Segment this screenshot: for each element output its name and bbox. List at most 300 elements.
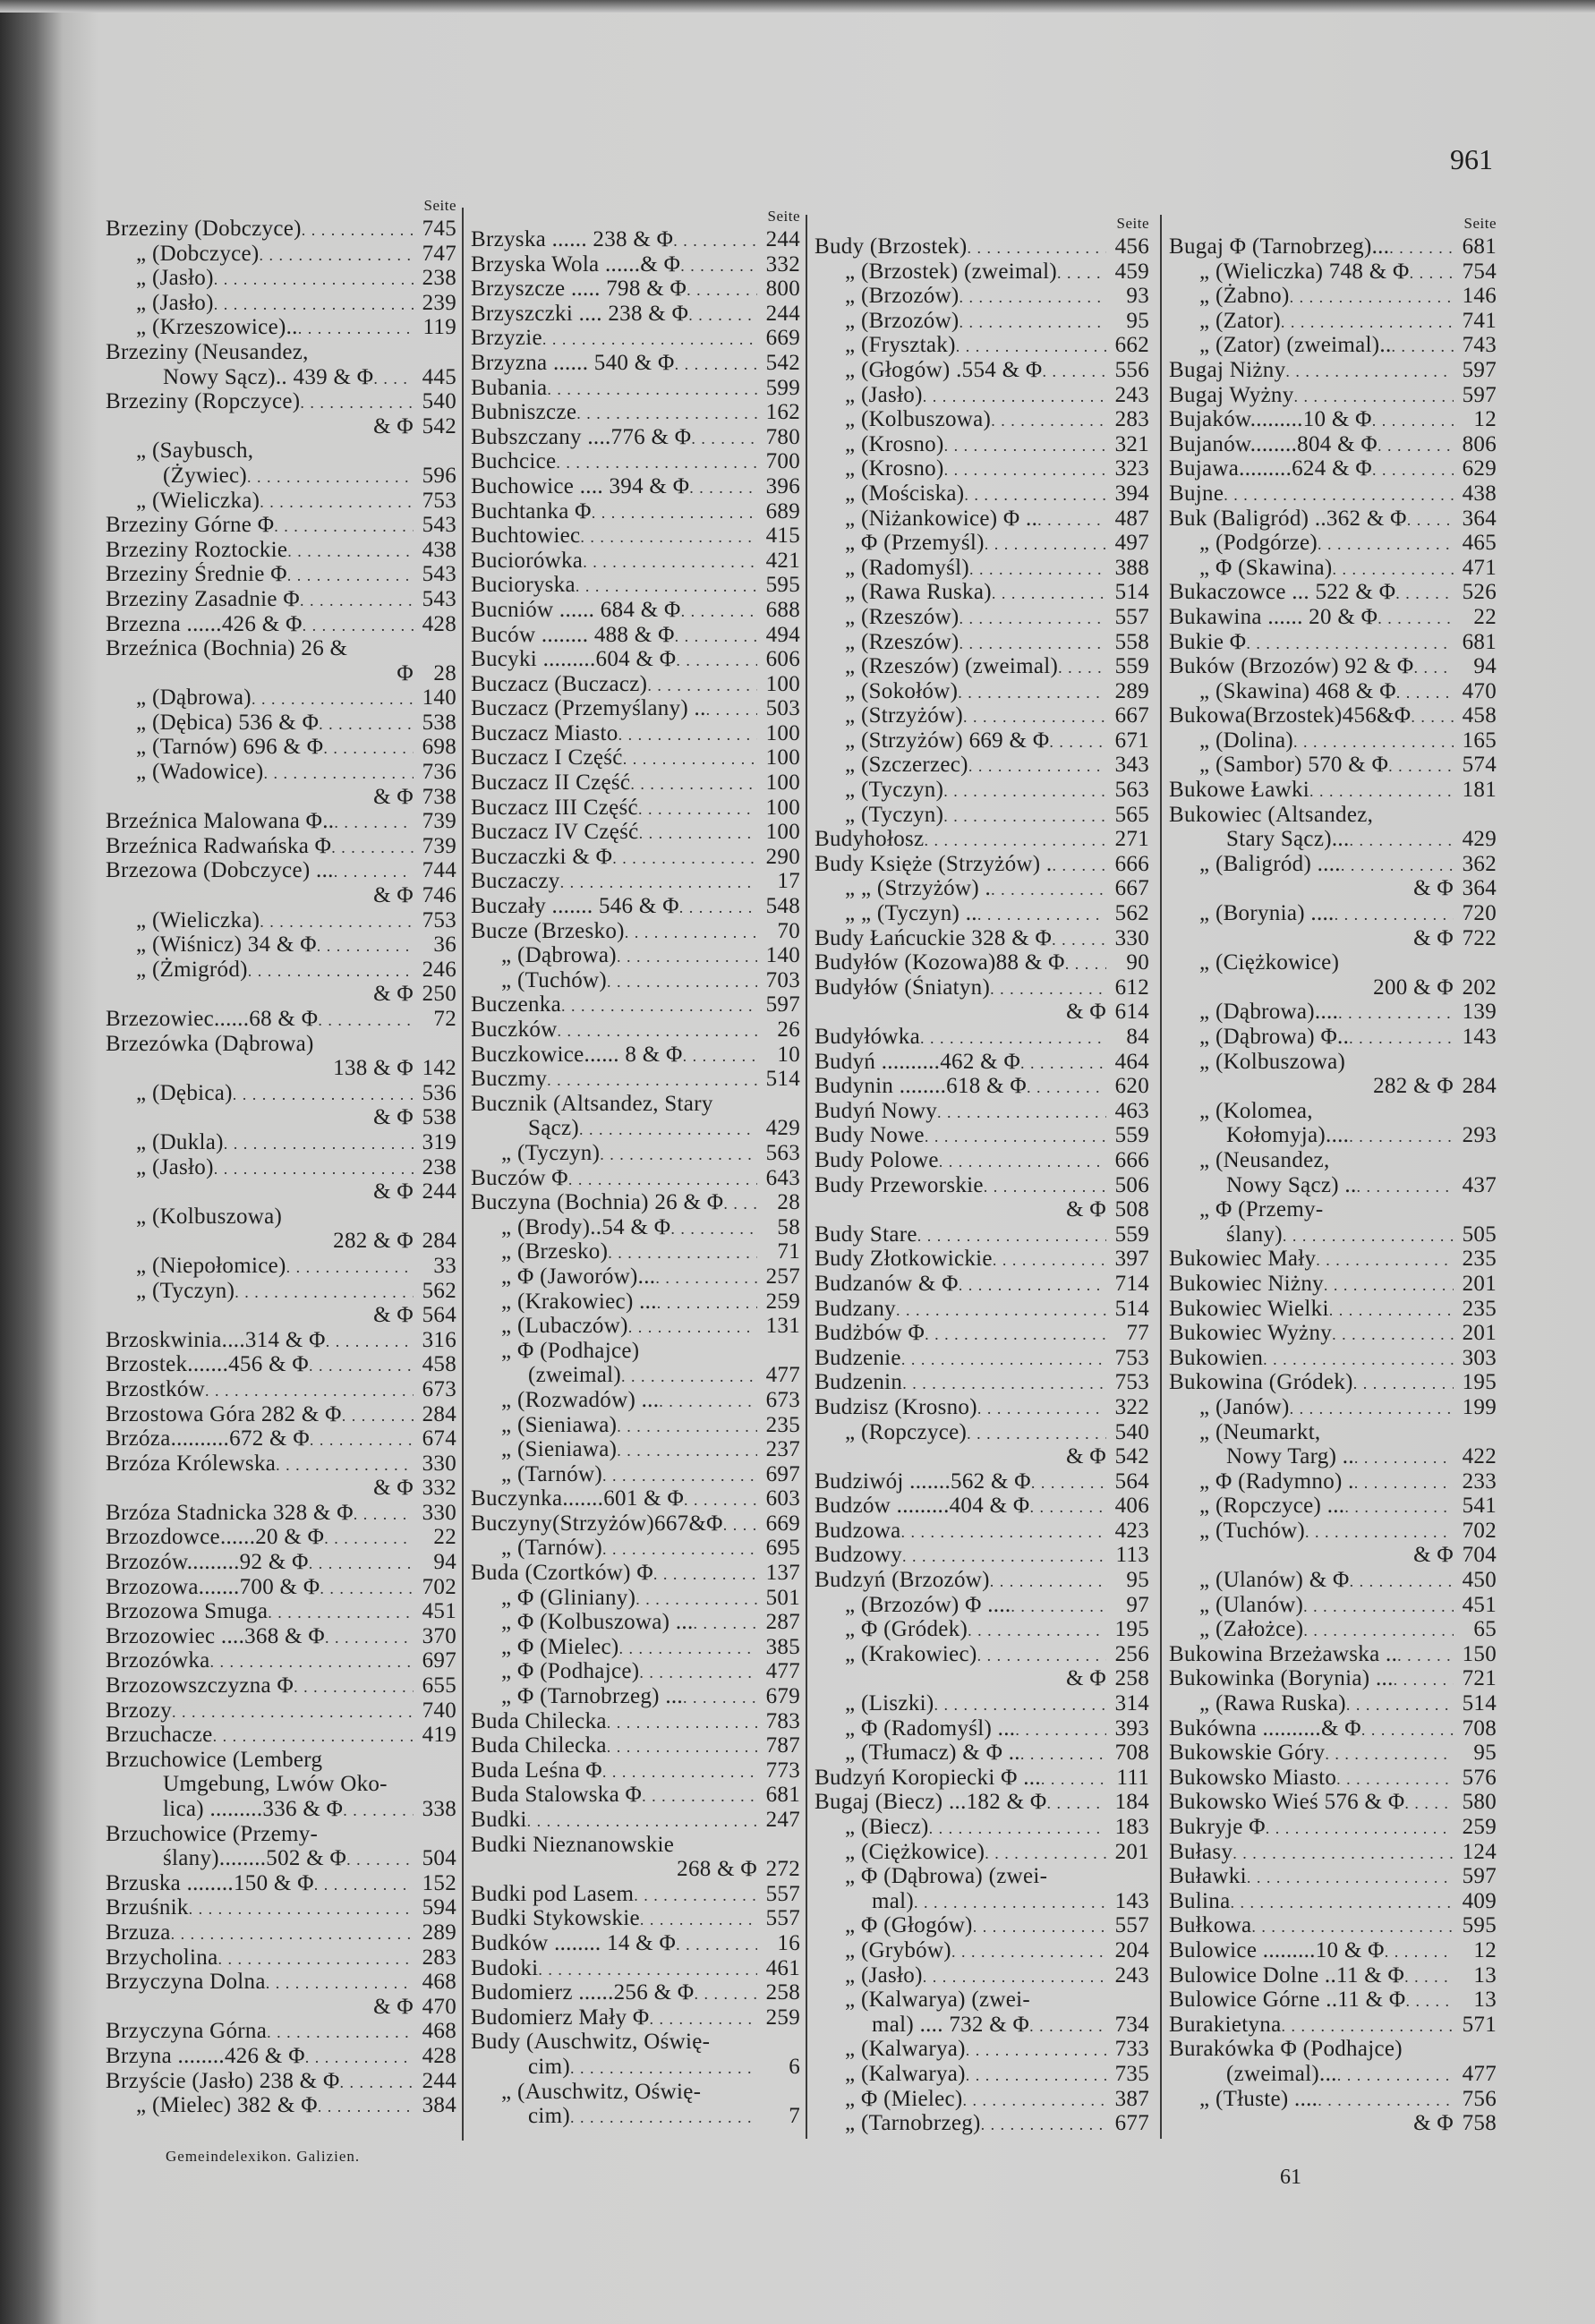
index-entry [471,1684,800,1709]
entry-name: Budki [471,1808,527,1832]
dot-leader [247,464,414,489]
entry-page: 139 [1462,1000,1497,1025]
dot-leader [303,612,414,637]
index-entry [815,1346,1149,1371]
dot-leader [309,1550,414,1575]
entry-page: 722 [1462,925,1497,950]
index-entry [1169,1469,1497,1494]
entry-name: Brzuchacze [106,1723,213,1748]
index-entry [106,1624,456,1649]
dot-leader [600,1141,757,1166]
dot-leader [649,2005,757,2030]
index-entry [815,1617,1149,1642]
index-entry [471,1141,800,1166]
entry-page: 100 [765,720,800,745]
entry-name: 200 & Φ [1373,975,1454,1000]
entry-page: 100 [765,795,800,820]
entry-page: 487 [1114,506,1149,531]
dot-leader [639,1659,757,1684]
entry-name: Buczały ....... 546 & Φ [471,894,679,919]
index-entry [106,809,456,834]
entry-name: Budzisz (Krosno) [815,1394,977,1419]
index-entry [106,538,456,563]
index-entry [1169,1272,1497,1297]
dot-leader [235,1279,414,1304]
entry-name: „ (Frysztak) [845,333,956,358]
entry-name: „ (Rzeszów) [845,629,960,654]
entry-page: 181 [1462,778,1497,803]
dot-leader [607,1709,757,1734]
entry-page: 319 [422,1129,456,1154]
index-entry [106,908,456,933]
entry-name: Budki Nieznanowskie [471,1832,675,1857]
index-entry [471,598,800,623]
entry-name: Brzostków [106,1376,206,1401]
entry-name: „ (Tyczyn) [136,1278,235,1303]
entry-name: „ Φ (Dąbrowa) (zwei- [845,1864,1048,1889]
index-entry [471,1833,800,1858]
dot-leader [675,623,757,648]
entry-page: 514 [1462,1691,1497,1716]
entry-name: Budyłów (Śniatyn) [815,975,991,1000]
index-entry [106,932,456,958]
index-entry [815,358,1149,383]
dot-leader [1346,1691,1454,1716]
entry-page: 409 [1462,1888,1497,1913]
dot-leader [902,1370,1106,1395]
entry-name: „ (Dębica) 536 & Φ [136,710,320,735]
entry-page: 580 [1462,1790,1497,1815]
entry-page: 71 [777,1239,800,1264]
entry-name: „ (Tyczyn) [501,1140,601,1165]
entry-name: „ Φ (Gródek) [845,1617,968,1642]
entry-page: 606 [765,647,800,672]
entry-name: ślany) [1226,1222,1283,1247]
entry-name: Budyłówka [815,1025,920,1049]
entry-name: Budzenin [815,1370,903,1395]
index-entry [106,438,456,464]
dot-leader [689,474,757,499]
entry-name: Bukaczowce ... 522 & Φ [1169,580,1396,605]
dot-leader [334,858,414,883]
entry-name: „ (Radomyśl) [845,555,969,580]
index-entry [106,291,456,316]
entry-name: Buczaczki & Φ [471,844,613,869]
dot-leader [1411,703,1454,728]
entry-name: „ (Strzyżów) 669 & Φ [845,728,1050,753]
entry-name: Budzany [815,1296,896,1321]
dot-leader [1285,358,1454,383]
entry-page: 238 [422,266,456,291]
entry-name: „ (Tarnobrzeg) [845,2111,981,2136]
dot-leader [1410,260,1454,285]
entry-page: 563 [765,1140,800,1165]
entry-page: 562 [1114,901,1149,926]
entry-page: 284 [422,1401,456,1426]
entry-name: „ (Ulanów) [1199,1592,1304,1617]
dot-leader [556,449,757,474]
dot-leader [1281,309,1454,334]
index-entry [471,1709,800,1734]
entry-name: & Φ [1066,1000,1106,1025]
entry-page: 456 [1114,234,1149,259]
entry-name: „ (Tarnów) 696 & Φ [136,735,324,760]
dot-leader [1354,1444,1454,1469]
index-entry [106,612,456,637]
entry-name: „ (Dukla) [136,1129,224,1154]
dot-leader [340,2069,414,2094]
entry-name: „ (Założce) [1199,1617,1304,1642]
dot-leader [214,1155,414,1180]
index-entry [815,1716,1149,1741]
index-entry [815,703,1149,728]
dot-leader [1251,1913,1454,1938]
entry-name: Bubszczany ....776 & Φ [471,424,692,449]
entry-name: „ (Ciężkowice) [1199,950,1340,975]
entry-name: Budyń Nowy [815,1098,938,1123]
entry-page: 283 [1114,407,1149,432]
entry-name: & Φ [1066,1444,1106,1469]
index-entry [106,414,456,439]
dot-leader [925,1321,1106,1346]
entry-name: Bubniszcze [471,400,577,425]
entry-page: 559 [1114,1123,1149,1148]
dot-leader [309,1352,414,1377]
index-entry [106,2069,456,2094]
index-entry [471,845,800,870]
entry-page: 559 [1114,654,1149,679]
dot-leader [189,1895,414,1920]
entry-page: 773 [765,1758,800,1783]
index-entry [815,1050,1149,1075]
entry-name: Buławki [1169,1864,1247,1889]
entry-page: 679 [765,1684,800,1709]
index-entry [815,284,1149,309]
index-entry [815,876,1149,901]
index-entry [106,242,456,267]
index-entry [1169,2013,1497,2038]
entry-name: 138 & Φ [333,1056,414,1081]
index-entry [106,489,456,514]
index-entry [471,1092,800,1117]
entry-name: „ Φ (Kolbuszowa) ... [501,1610,694,1635]
dot-leader [260,489,414,514]
index-entry [106,1476,456,1501]
dot-leader [958,679,1106,704]
dot-leader [924,827,1106,852]
entry-name: „ (Tyczyn) [845,778,944,803]
entry-page: 787 [765,1733,800,1758]
column-divider [1160,215,1162,2139]
dot-leader [287,562,414,587]
dot-leader [1303,1617,1454,1642]
entry-name: „ (Sieniawa) [501,1412,618,1437]
entry-page: 6 [789,2054,800,2079]
index-entry [815,1766,1149,1791]
dot-leader [1378,605,1454,630]
dot-leader [1263,1346,1454,1371]
entry-name: „ Φ (Radomyśl) ... [845,1715,1016,1741]
entry-name: „ (Brzozów) [845,308,960,333]
index-entry [815,753,1149,778]
entry-name: Brzyczyna Górna [106,2019,268,2044]
index-entry [815,1642,1149,1667]
entry-page: 698 [422,735,456,760]
entry-name: „ (Kolbuszowa) [1199,1049,1346,1074]
entry-page: 738 [422,784,456,809]
index-entry [815,1099,1149,1124]
entry-name: Bujaków.........10 & Φ [1169,407,1372,432]
entry-page: 451 [1462,1592,1497,1617]
entry-name: Buczyny(Strzyżów)667&Φ [471,1511,723,1536]
entry-name: „ „ (Tyczyn) .. [845,901,977,926]
index-entry [471,376,800,401]
entry-page: 667 [1114,703,1149,728]
entry-page: 643 [765,1165,800,1190]
entry-name: „ (Ulanów) & Φ [1199,1568,1350,1593]
index-entry [815,1988,1149,2013]
dot-leader [1405,1988,1454,2013]
entry-name: Brzeziny (Ropczyce) [106,389,301,414]
entry-page: 721 [1462,1666,1497,1691]
entry-page: 364 [1462,876,1497,901]
index-entry [106,1945,456,1971]
dot-leader [655,1264,757,1290]
index-entry [471,2080,800,2105]
index-entry [1169,803,1497,828]
entry-page: 504 [422,1846,456,1871]
index-entry [1169,1815,1497,1840]
entry-name: „ (Wieliczka) 748 & Φ [1199,259,1410,284]
entry-name: Buczacz I Część [471,745,623,770]
index-entry [106,217,456,242]
entry-name: „ (Krzeszowice).. [136,315,298,340]
dot-leader [1357,1173,1454,1198]
entry-page: 697 [422,1648,456,1673]
entry-name: Buczów Φ [471,1165,568,1190]
dot-leader [171,1920,414,1945]
dot-leader [659,1388,757,1413]
dot-leader [579,1116,757,1141]
entry-page: 574 [1462,753,1497,778]
entry-name: Buczacz II Część [471,770,631,796]
dot-leader [618,721,757,746]
entry-name: „ (Auschwitz, Oświę- [501,2079,702,2104]
index-entry [106,464,456,489]
entry-page: 753 [1114,1345,1149,1370]
entry-page: 739 [422,833,456,858]
entry-page: 143 [1462,1025,1497,1049]
entry-page: 464 [1114,1049,1149,1074]
entry-name: „ (Sambor) 570 & Φ [1199,753,1389,778]
index-entry [815,2111,1149,2136]
entry-page: 422 [1462,1444,1497,1469]
index-entry [471,623,800,648]
entry-name: & Φ [373,982,414,1007]
dot-leader [373,365,414,390]
entry-page: 258 [765,1980,800,2005]
entry-page: 13 [1473,1988,1497,2013]
index-entry [815,1247,1149,1272]
index-entry [471,894,800,919]
entry-name: „ (Grybów) [845,1937,951,1962]
entry-page: 543 [422,586,456,611]
entry-page: 733 [1114,2037,1149,2062]
index-entry [1169,507,1497,532]
index-entry [471,1635,800,1660]
entry-name: „ (Rawa Ruska) [1199,1691,1346,1716]
entry-page: 429 [1462,827,1497,852]
index-entry [815,1420,1149,1445]
entry-name: Sącz) [528,1116,580,1141]
entry-name: Brzozowiec ....368 & Φ [106,1623,325,1648]
entry-name: Bucyki .........604 & Φ [471,647,677,672]
dot-leader [991,876,1106,901]
dot-leader [647,672,757,697]
entry-page: 438 [1462,481,1497,506]
entry-page: 113 [1115,1543,1149,1568]
index-entry [815,481,1149,507]
index-entry [471,1264,800,1290]
entry-page: 184 [1114,1790,1149,1815]
index-entry [106,1599,456,1624]
index-entry [1169,1247,1497,1272]
entry-name: „ (Tarnów) [501,1536,602,1561]
entry-name: Brzoskwinia....314 & Φ [106,1327,326,1352]
dot-leader [568,1166,757,1191]
entry-page: 235 [1462,1296,1497,1321]
dot-leader [625,919,757,944]
entry-name: Buczaczy [471,869,560,894]
entry-page: 505 [1462,1222,1497,1247]
dot-leader [619,1635,757,1660]
index-entry [1169,1642,1497,1667]
index-entry [471,1536,800,1561]
index-entry [815,1519,1149,1544]
entry-name: „ (Mielec) 382 & Φ [136,2093,318,2118]
entry-page: 662 [1114,333,1149,358]
dot-leader [1057,260,1106,285]
index-entry [815,778,1149,803]
index-entry [1169,1790,1497,1815]
entry-name: Budy (Auschwitz, Oświę- [471,2030,711,2055]
dot-leader [1303,1593,1454,1618]
entry-page: 370 [422,1623,456,1648]
entry-name: mal) [872,1888,915,1913]
dot-leader [1341,852,1454,877]
entry-name: Bugaj Niżny [1169,357,1286,382]
index-entry [106,1352,456,1377]
entry-name: „ (Skawina) 468 & Φ [1199,678,1396,703]
index-entry [1169,1741,1497,1766]
entry-name: Bulowice Dolne ..11 & Φ [1169,1962,1405,1988]
dot-leader [1052,926,1106,951]
entry-name: Buczenka [471,992,561,1017]
entry-name: Brzozówka [106,1648,210,1673]
index-entry [1169,1593,1497,1618]
index-entry [1169,1444,1497,1469]
entry-name: Budki Stykowskie [471,1906,640,1931]
entry-page: 257 [765,1264,800,1289]
entry-page: 316 [422,1327,456,1352]
index-entry [1169,1543,1497,1568]
entry-page: 596 [422,463,456,488]
entry-name: „ (Zator) (zweimal).. [1199,333,1392,358]
entry-name: ślany)........502 & Φ [163,1846,347,1871]
entry-page: 703 [765,967,800,992]
entry-name: Brzyska ...... 238 & Φ [471,227,674,251]
dot-leader [1333,556,1454,581]
index-entry [1169,2087,1497,2112]
dot-leader [298,315,414,340]
entry-name: „ (Tyczyn) [845,802,944,827]
dot-leader [1049,728,1106,753]
dot-leader [602,1462,757,1487]
index-entry [471,2030,800,2055]
dot-leader [1015,1716,1106,1741]
entry-page: 571 [1462,2012,1497,2037]
index-entry [1169,1691,1497,1716]
dot-leader [547,376,757,401]
entry-page: 429 [765,1116,800,1141]
entry-page: 140 [765,943,800,968]
entry-page: 459 [1114,259,1149,284]
entry-page: 666 [1114,851,1149,876]
entry-page: 667 [1114,876,1149,901]
entry-page: 669 [765,1511,800,1536]
dot-leader [302,217,414,242]
entry-name: Bucznik (Altsandez, Stary [471,1091,713,1116]
index-entry [1169,1988,1497,2013]
entry-name: Buków (Brzozów) 92 & Φ [1169,654,1414,679]
entry-page: 538 [422,710,456,735]
entry-page: 800 [765,277,800,302]
dot-leader [1290,284,1454,309]
dot-leader [602,1758,757,1783]
dot-leader [260,908,414,933]
dot-leader [969,556,1106,581]
dot-leader [628,1314,757,1339]
entry-page: 137 [765,1561,800,1586]
entry-page: 542 [1114,1444,1149,1469]
entry-name: Brzeziny Średnie Φ [106,562,287,587]
entry-name: Brzezowa (Dobczyce) ... [106,858,334,883]
dot-leader [210,1648,414,1673]
dot-leader [331,834,414,859]
index-entry [471,326,800,351]
entry-page: 501 [765,1585,800,1610]
dot-leader [993,1247,1106,1272]
entry-name: Budzenie [815,1345,901,1370]
entry-page: 463 [1114,1098,1149,1123]
entry-name: Brzóza Stadnicka 328 & Φ [106,1500,354,1525]
entry-page: 385 [765,1634,800,1659]
index-entry [106,1575,456,1600]
entry-name: Bujawa.........624 & Φ [1169,456,1372,481]
entry-name: „ (Dolina) [1199,728,1294,753]
index-entry [1169,901,1497,926]
index-entry [1169,383,1497,408]
entry-page: 202 [1462,975,1497,1000]
dot-leader [342,1402,414,1427]
index-entry [815,605,1149,630]
entry-page: 95 [1473,1741,1497,1766]
index-entry [815,309,1149,334]
index-entry [1169,1766,1497,1791]
dot-leader [630,770,757,796]
entry-page: 100 [765,770,800,796]
entry-name: Budyłów (Kozowa)88 & Φ [815,950,1065,975]
